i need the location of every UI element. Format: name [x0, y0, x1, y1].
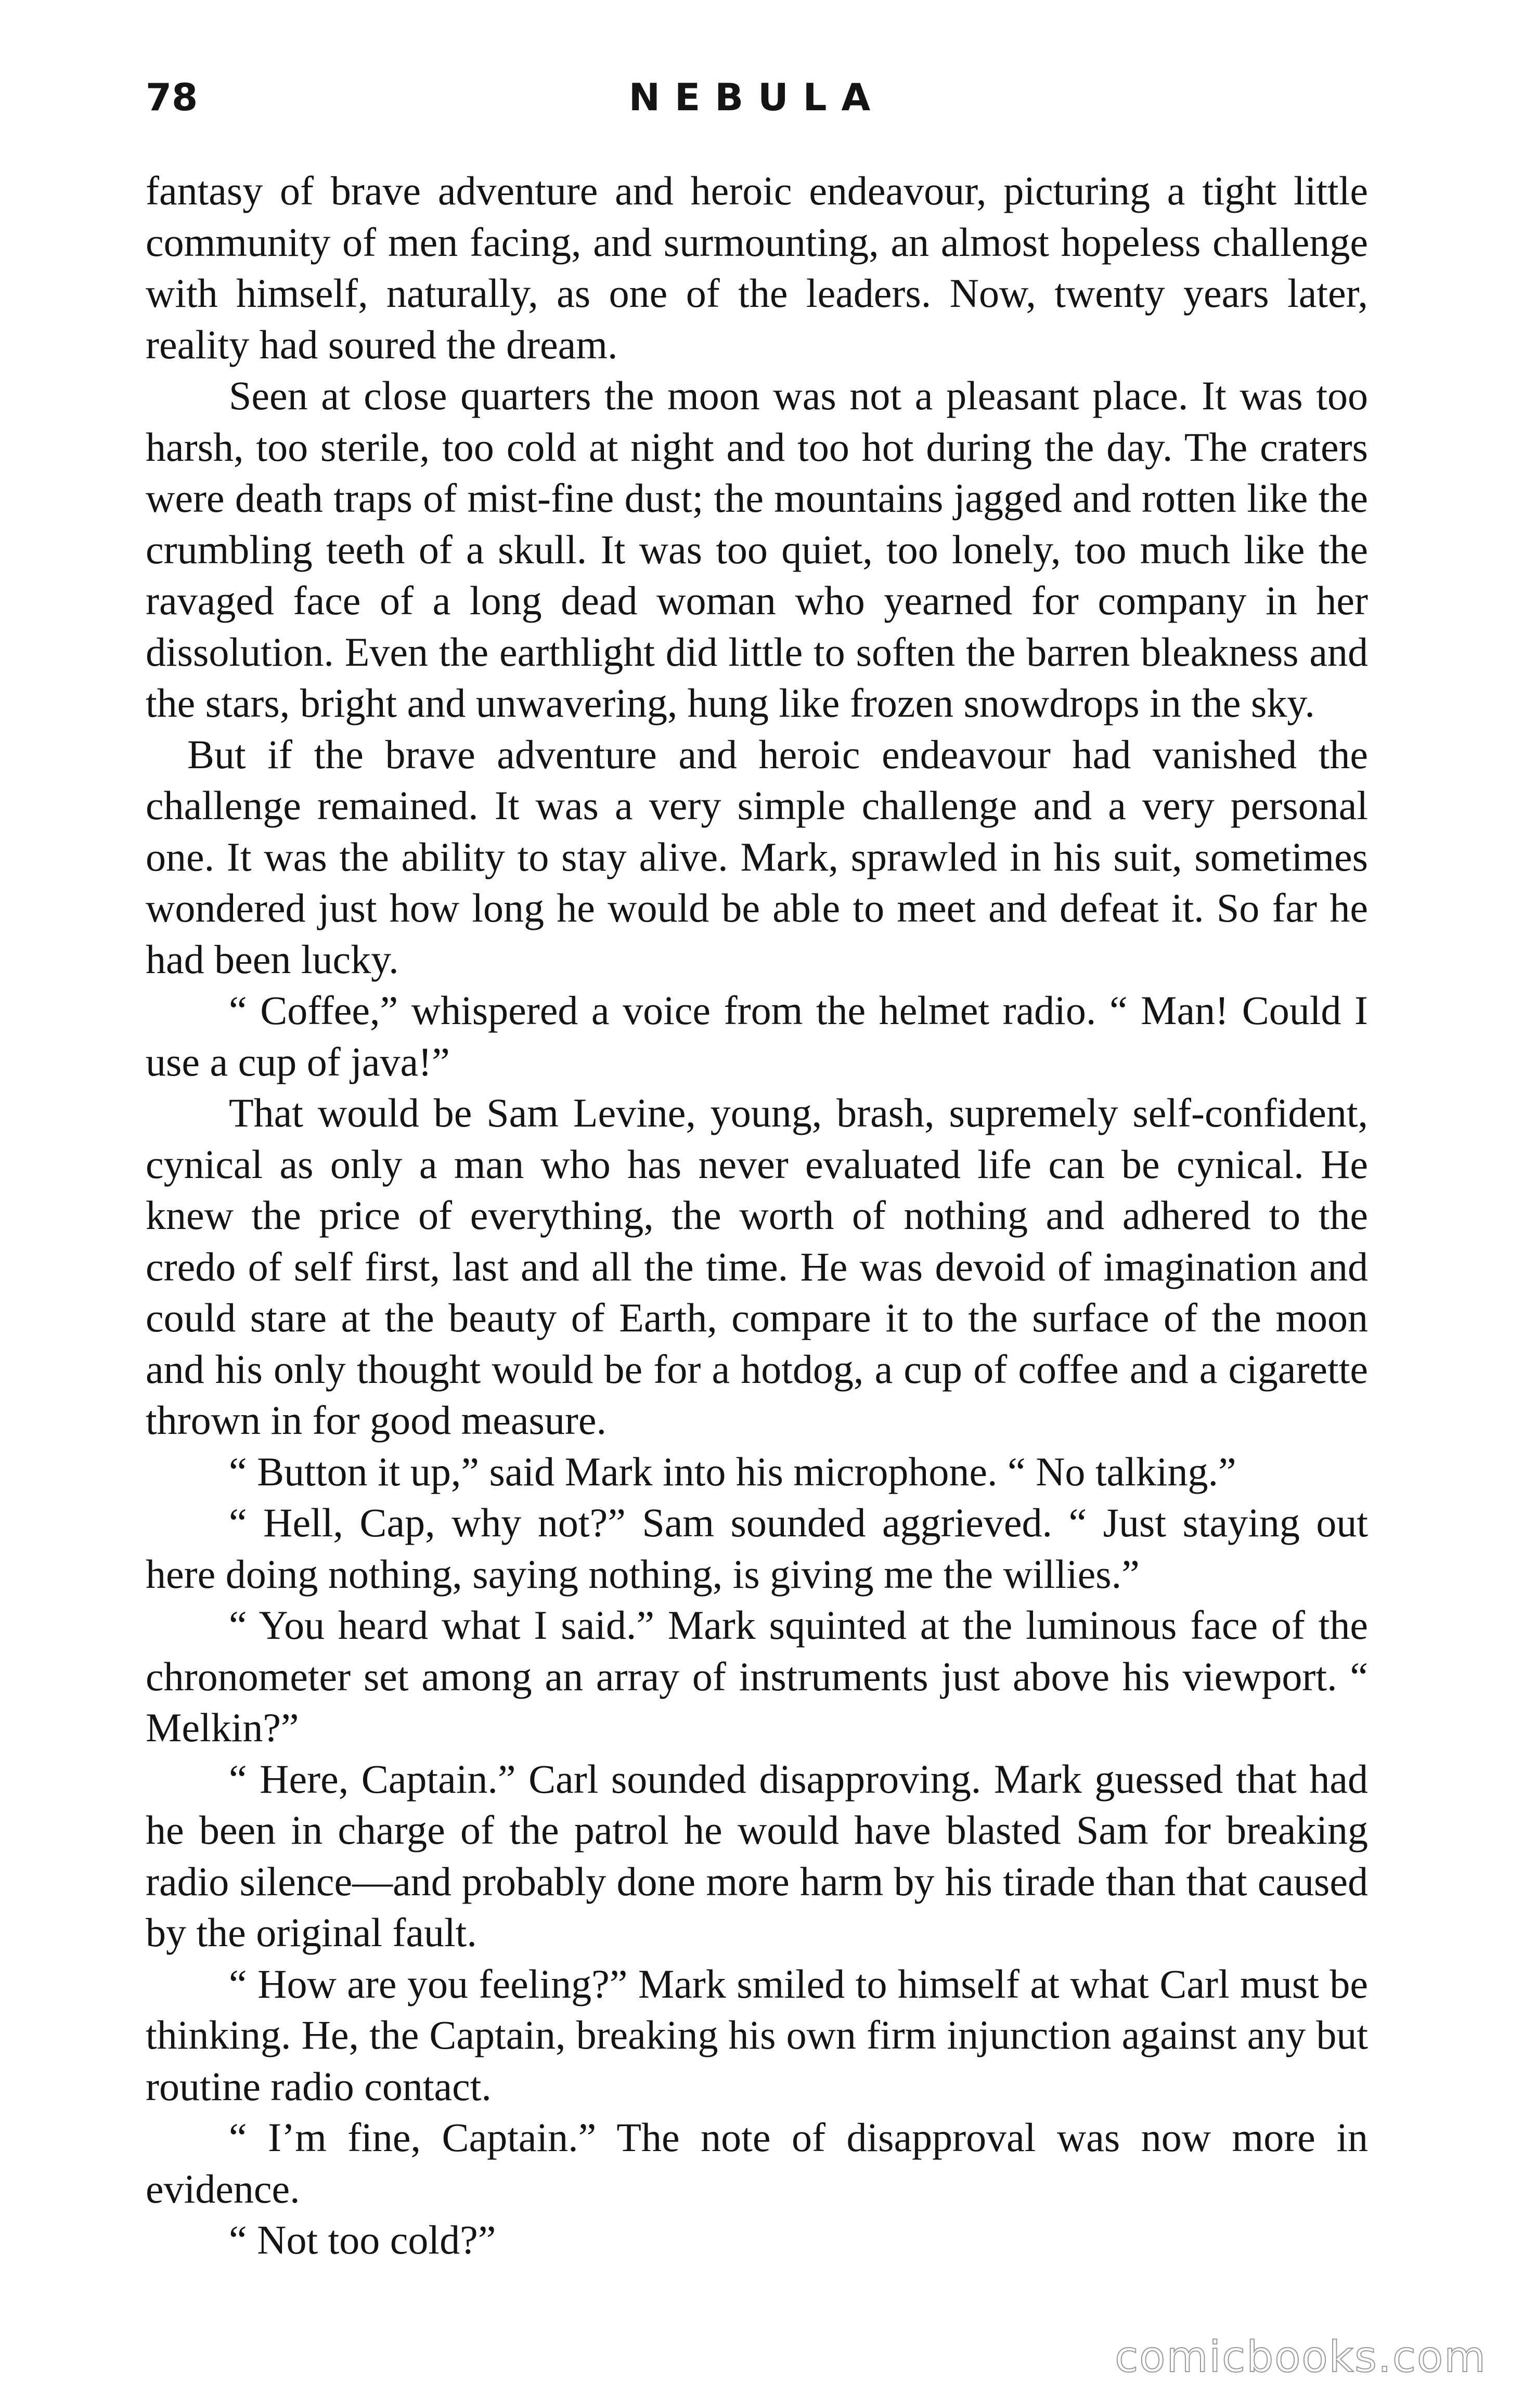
paragraph: “ I’m fine, Captain.” The note of disapproval was now more in evidence. — [146, 2115, 1368, 2211]
paragraph: But if the brave adventure and heroic endeavour had vanished the challenge remained. It was a very simple challenge and a very personal one. It was the ability to stay alive. Mark, sprawled in his suit, sometimes wondered just how long he would be able to meet and defeat it. So far he had been lucky. — [146, 731, 1368, 982]
paragraph: “ How are you feeling?” Mark smiled to himself at what Carl must be thinking. He, the Captain, breaking his own firm injunction against any but routine radio contact. — [146, 1961, 1368, 2109]
paragraph: That would be Sam Levine, young, brash, supremely self-confident, cynical as only a man who has never evaluated life can be cynical. He knew the price of everything, the worth of nothing and adhered to the credo of self first, last and all the time. He was devoid of imagination and could stare at the beauty of Earth, compare it to the surface of the moon and his only thought would be for a hotdog, a cup of coffee and a cigarette thrown in for good measure. — [146, 1090, 1368, 1443]
paragraph: Seen at close quarters the moon was not a pleasant place. It was too harsh, too sterile, too cold at night and too hot during the day. The craters were death traps of mist-fine dust; the mountains jagged and rotten like the crumbling teeth of a skull. It was too quiet, too lonely, too much like the ravaged face of a long dead woman who yearned for company in her dissolution. Even the earthlight did little to soften the barren bleakness and the stars, bright and unwavering, hung like frozen snowdrops in the sky. — [146, 373, 1368, 726]
body-text — [146, 165, 1368, 2266]
running-title: NEBULA — [628, 75, 885, 119]
page-header — [146, 69, 1368, 131]
paragraph: “ Not too cold?” — [229, 2217, 496, 2262]
watermark: comicbooks.com — [1115, 2333, 1487, 2382]
paragraph: “ Button it up,” said Mark into his microphone. “ No talking.” — [229, 1448, 1236, 1494]
paragraph: “ You heard what I said.” Mark squinted at the luminous face of the chronometer set among an array of instruments just above his viewport. “ Melkin?” — [146, 1602, 1368, 1750]
paragraph: fantasy of brave adventure and heroic endeavour, picturing a tight little community of men facing, and surmounting, an almost hopeless challenge with himself, naturally, as one of the leaders. Now, twenty years later, reality had soured the dream. — [146, 168, 1368, 367]
paragraph: “ Hell, Cap, why not?” Sam sounded aggrieved. “ Just staying out here doing nothing, saying nothing, is giving me the willies.” — [146, 1500, 1368, 1597]
paragraph: “ Here, Captain.” Carl sounded disapproving. Mark guessed that had he been in charge of the patrol he would have blasted Sam for breaking radio silence—and probably done more harm by his tirade than that caused by the original fault. — [146, 1756, 1368, 1955]
paragraph: “ Coffee,” whispered a voice from the helmet radio. “ Man! Could I use a cup of java!” — [146, 988, 1368, 1084]
page-number: 78 — [146, 75, 198, 119]
